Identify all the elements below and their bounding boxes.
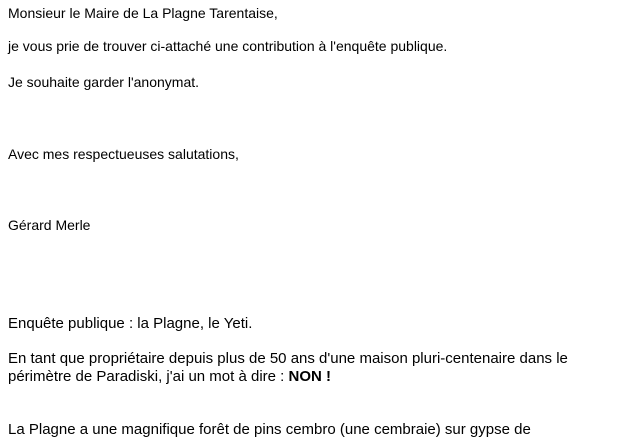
- email-anonymity-line: Je souhaite garder l'anonymat.: [8, 74, 200, 90]
- contribution-body-opening: La Plagne a une magnifique forêt de pins cembro (une cembraie) sur gypse de: [8, 421, 531, 437]
- statement-line-1: En tant que propriétaire depuis plus de 50 ans d'une maison pluri-centenaire dans le: [8, 350, 568, 367]
- contribution-subject: Enquête publique : la Plagne, le Yeti.: [8, 315, 253, 332]
- email-signature: Gérard Merle: [8, 217, 91, 233]
- email-body-line: je vous prie de trouver ci-attaché une contribution à l'enquête publique.: [8, 38, 448, 54]
- statement-line-2: périmètre de Paradiski, j'ai un mot à dire :: [8, 368, 289, 385]
- email-greeting: Monsieur le Maire de La Plagne Tarentaise,: [8, 5, 278, 21]
- contribution-statement: [8, 350, 620, 386]
- email-closing: Avec mes respectueuses salutations,: [8, 146, 239, 162]
- statement-emphasis: NON !: [288, 368, 331, 385]
